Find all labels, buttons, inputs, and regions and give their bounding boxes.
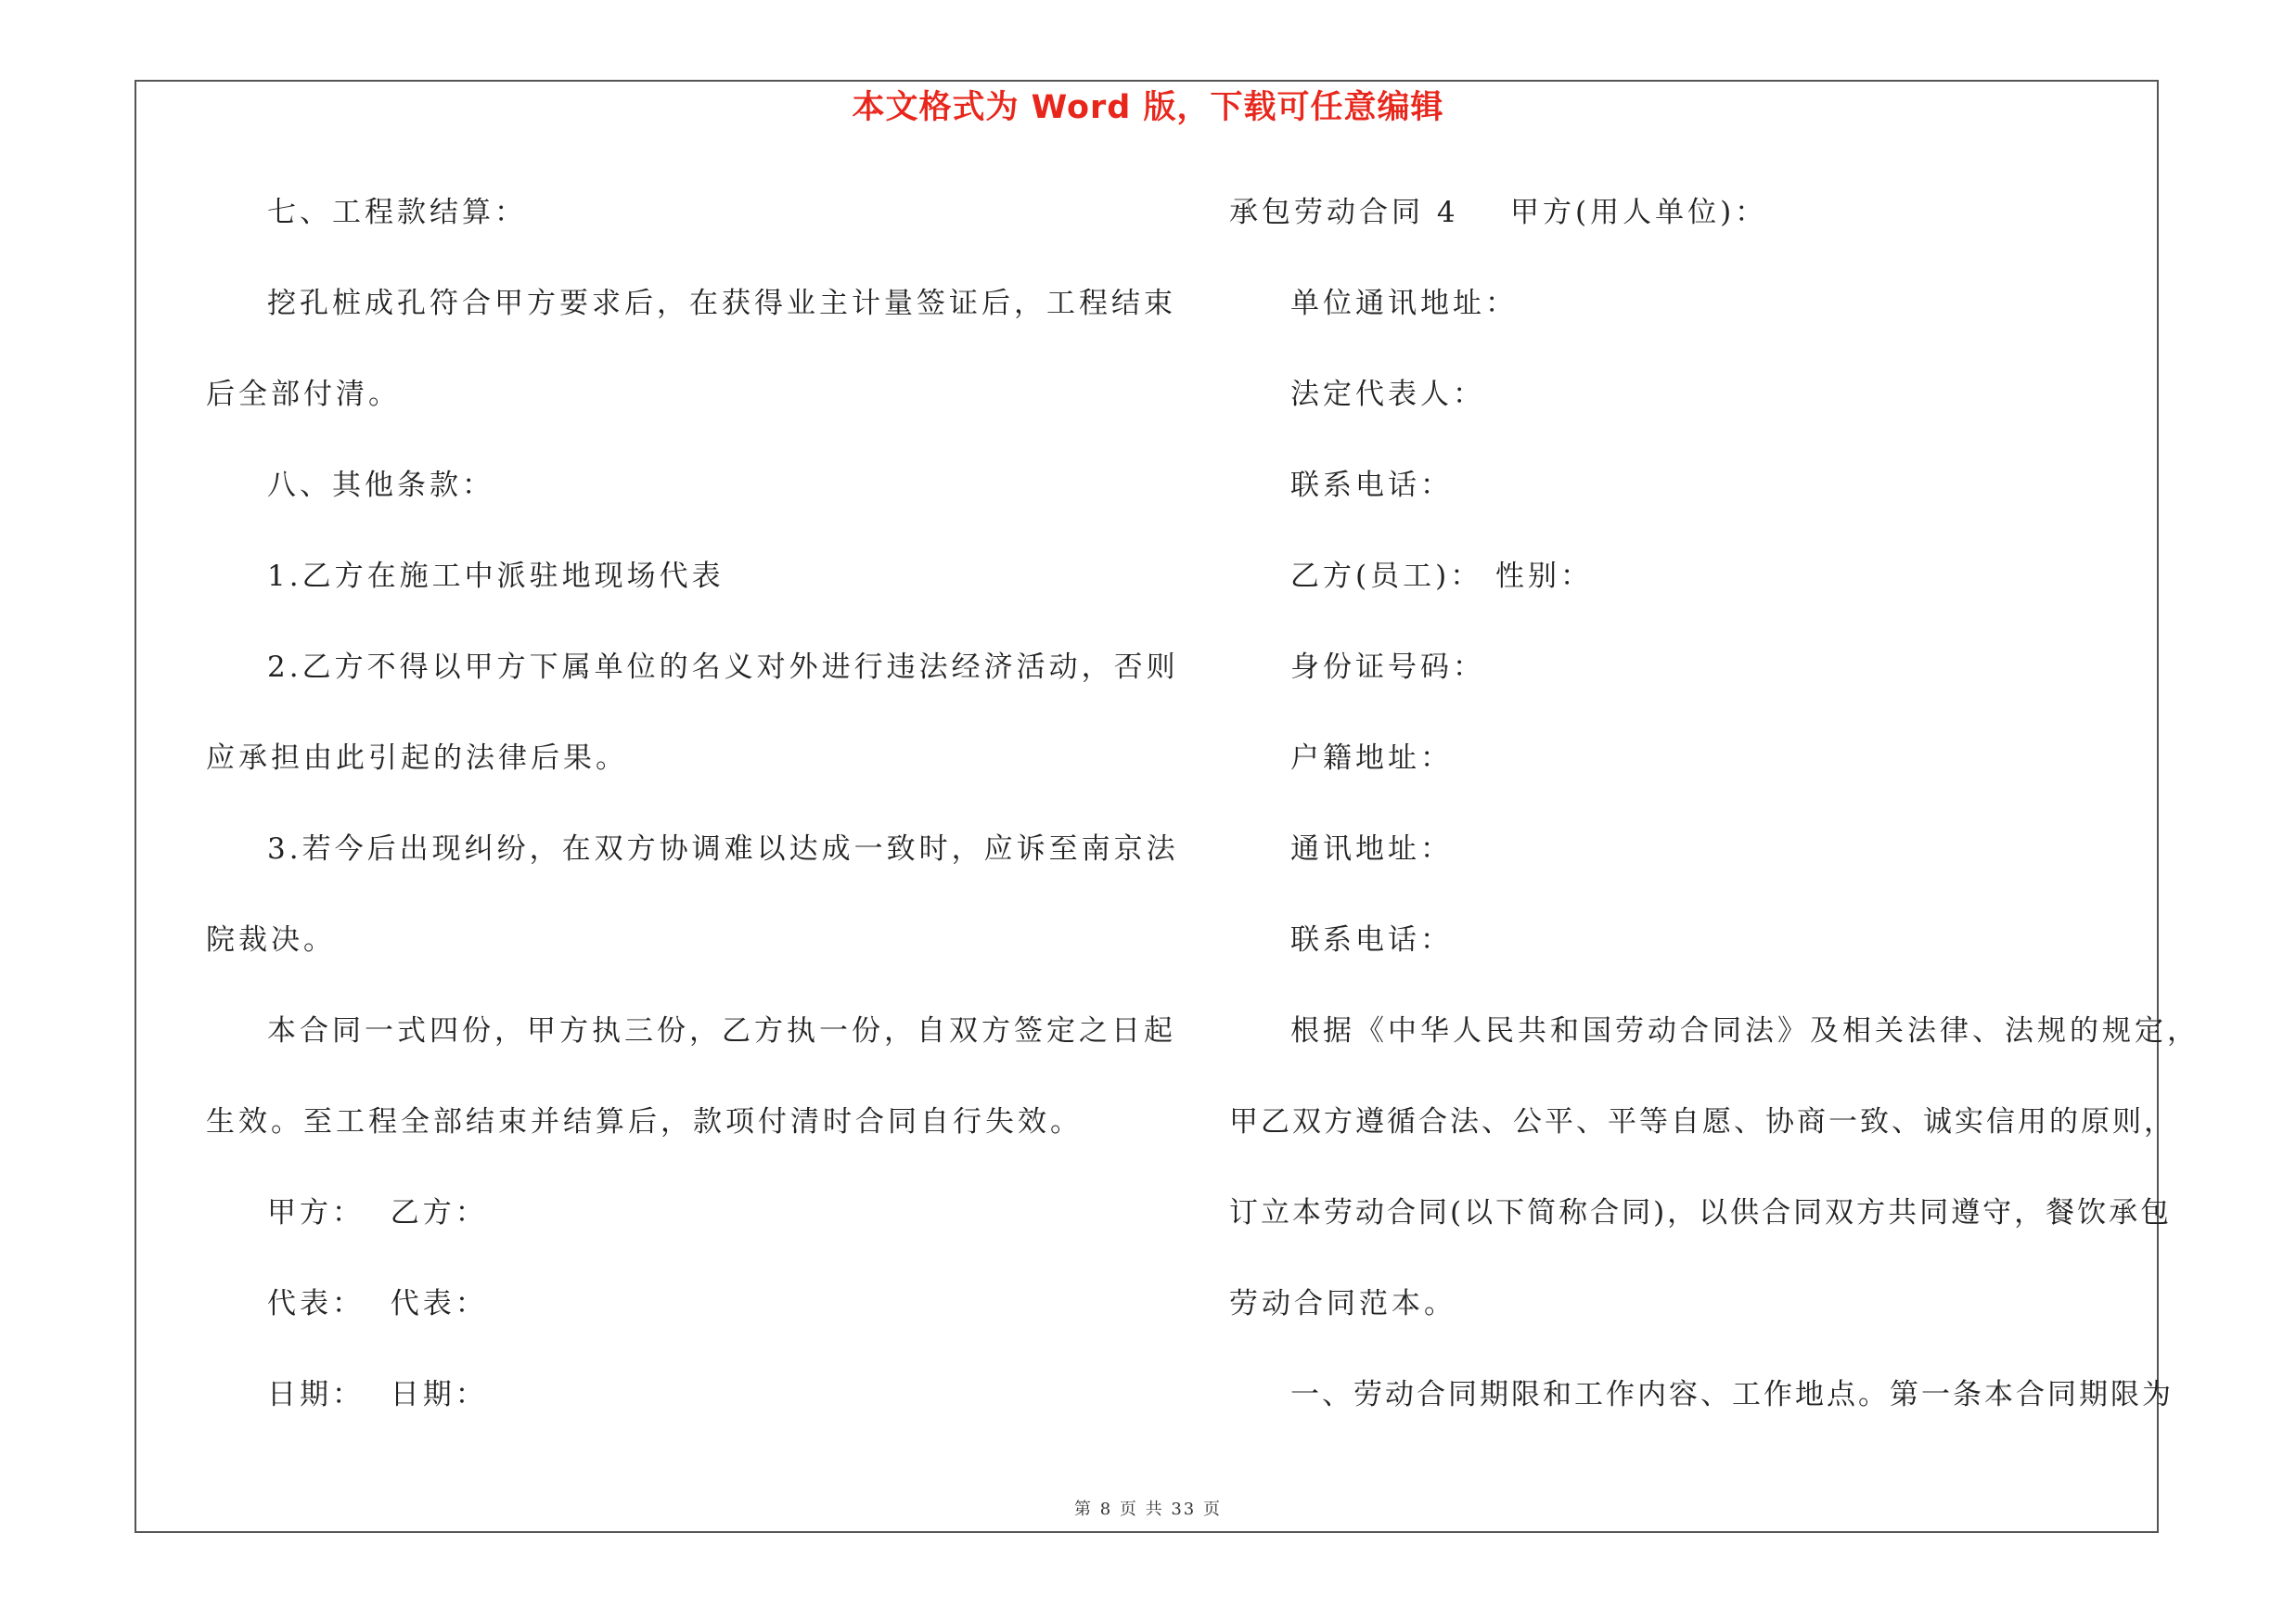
- clause-3: 3.若今后出现纠纷，在双方协调难以达成一致时，应诉至南京法: [267, 832, 1179, 866]
- paragraph-line: 一、劳动合同期限和工作内容、工作地点。第一条本合同期限为: [1290, 1378, 2174, 1411]
- paragraph-line: 院裁决。: [206, 923, 336, 957]
- paragraph-line: 劳动合同范本。: [1229, 1287, 1456, 1320]
- paragraph-line: 生效。至工程全部结束并结算后，款项付清时合同自行失效。: [206, 1105, 1083, 1139]
- field-id-number: 身份证号码：: [1290, 650, 1485, 684]
- field-unit-address: 单位通讯地址：: [1290, 287, 1518, 320]
- field-mailing-address: 通讯地址：: [1290, 832, 1453, 866]
- right-column: [1229, 178, 2200, 1451]
- signature-dates: 日期： 日期：: [267, 1378, 488, 1411]
- format-banner: 本文格式为 Word 版，下载可任意编辑: [852, 89, 1444, 126]
- clause-2: 2.乙方不得以甲方下属单位的名义对外进行违法经济活动，否则: [267, 650, 1179, 684]
- paragraph-line: 应承担由此引起的法律后果。: [206, 741, 628, 775]
- paragraph-line: 本合同一式四份，甲方执三份，乙方执一份，自双方签定之日起: [267, 1014, 1176, 1048]
- paragraph-line: 订立本劳动合同(以下简称合同)，以供合同双方共同遵守，餐饮承包: [1229, 1196, 2173, 1230]
- field-phone: 联系电话：: [1290, 469, 1453, 502]
- clause-1: 1.乙方在施工中派驻地现场代表: [267, 560, 725, 593]
- paragraph-line: 根据《中华人民共和国劳动合同法》及相关法律、法规的规定，: [1290, 1014, 2200, 1048]
- paragraph-line: 甲乙双方遵循合法、公平、平等自愿、协商一致、诚实信用的原则，: [1229, 1105, 2175, 1139]
- signature-parties: 甲方： 乙方：: [267, 1196, 488, 1230]
- field-legal-representative: 法定代表人：: [1290, 378, 1485, 411]
- heading-settlement: 七、工程款结算：: [267, 196, 527, 229]
- heading-other-terms: 八、其他条款：: [267, 469, 494, 502]
- contract-title-line: 承包劳动合同 4 甲方(用人单位)：: [1229, 196, 1768, 229]
- signature-representatives: 代表： 代表：: [267, 1287, 488, 1320]
- page-number: 第 8 页 共 33 页: [1074, 1500, 1222, 1519]
- left-column: [206, 178, 1179, 1451]
- field-employee-gender: 乙方(员工)： 性别：: [1290, 560, 1594, 593]
- paragraph-line: 挖孔桩成孔符合甲方要求后，在获得业主计量签证后，工程结束: [267, 287, 1176, 320]
- paragraph-line: 后全部付清。: [206, 378, 401, 411]
- field-household-address: 户籍地址：: [1290, 741, 1453, 775]
- field-phone: 联系电话：: [1290, 923, 1453, 957]
